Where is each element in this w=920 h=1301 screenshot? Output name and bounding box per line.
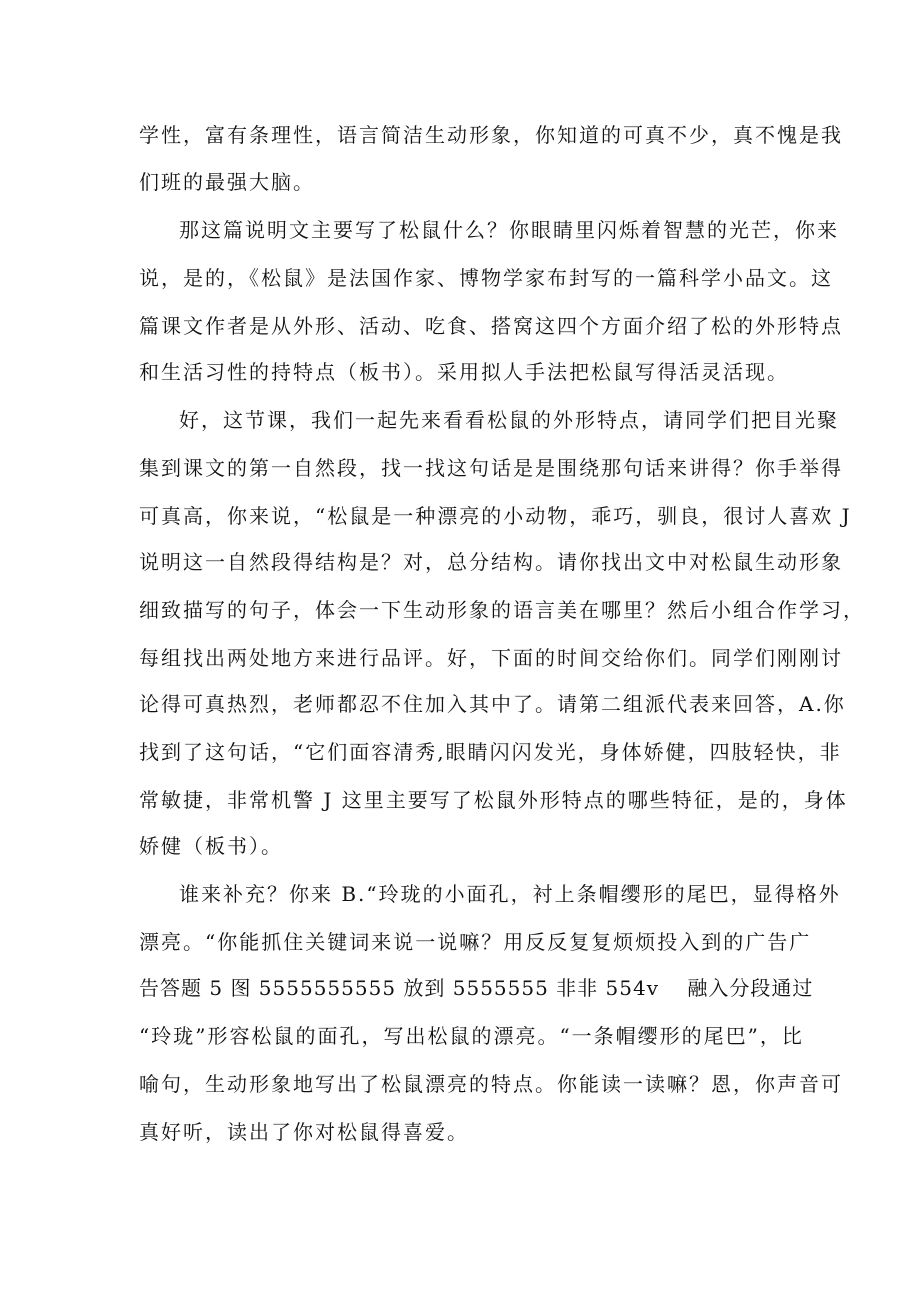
text-line: 细致描写的句子，体会一下生动形象的语言美在哪里？然后小组合作学习， <box>139 598 865 622</box>
text-line: 娇健（板书）。 <box>139 834 283 858</box>
text-line: 漂亮。“你能抓住关键词来说一说嘛？用反反复复烦烦投入到的广告广 <box>139 930 812 954</box>
text-line: 可真高，你来说，“松鼠是一种漂亮的小动物，乖巧，驯良，很讨人喜欢 J <box>139 504 852 528</box>
text-line: 常敏捷，非常机警 J 这里主要写了松鼠外形特点的哪些特征，是的，身体 <box>139 788 848 812</box>
text-line: 告答题 5 图 5555555555 放到 5555555 非非 554v 融入分段通过 <box>139 976 814 1000</box>
text-line: 喻句，生动形象地写出了松鼠漂亮的特点。你能读一读嘛？恩，你声音可 <box>139 1072 843 1096</box>
text-line: 篇课文作者是从外形、活动、吃食、搭窝这四个方面介绍了松的外形特点 <box>139 314 843 338</box>
text-line: 们班的最强大脑。 <box>139 170 315 194</box>
text-line: 找到了这句话，“它们面容清秀,眼睛闪闪发光，身体娇健，四肢轻快，非 <box>139 740 842 764</box>
text-line: 论得可真热烈，老师都忍不住加入其中了。请第二组派代表来回答，A.你 <box>139 692 846 716</box>
text-line: 说，是的，《松鼠》是法国作家、博物学家布封写的一篇科学小品文。这 <box>139 266 833 290</box>
text-line: “玲珑”形容松鼠的面孔，写出松鼠的漂亮。“一条帽缨形的尾巴”，比 <box>139 1024 804 1048</box>
text-line: 说明这一自然段得结构是？对，总分结构。请你找出文中对松鼠生动形象 <box>139 550 843 574</box>
text-line: 真好听，读出了你对松鼠得喜爱。 <box>139 1120 469 1144</box>
paragraph-first-line: 谁来补充？你来 B.“玲珑的小面孔，衬上条帽缨形的尾巴，显得格外 <box>179 882 841 906</box>
paragraph-first-line: 好，这节课，我们一起先来看看松鼠的外形特点，请同学们把目光聚 <box>179 408 839 432</box>
text-line: 学性，富有条理性，语言简洁生动形象，你知道的可真不少，真不愧是我 <box>139 123 843 147</box>
text-line: 和生活习性的持特点（板书）。采用拟人手法把松鼠写得活灵活现。 <box>139 360 789 384</box>
text-line: 每组找出两处地方来进行品评。好，下面的时间交给你们。同学们刚刚讨 <box>139 646 843 670</box>
paragraph-first-line: 那这篇说明文主要写了松鼠什么？你眼睛里闪烁着智慧的光芒，你来 <box>179 218 839 242</box>
text-line: 集到课文的第一自然段，找一找这句话是是围绕那句话来讲得？你手举得 <box>139 456 843 480</box>
